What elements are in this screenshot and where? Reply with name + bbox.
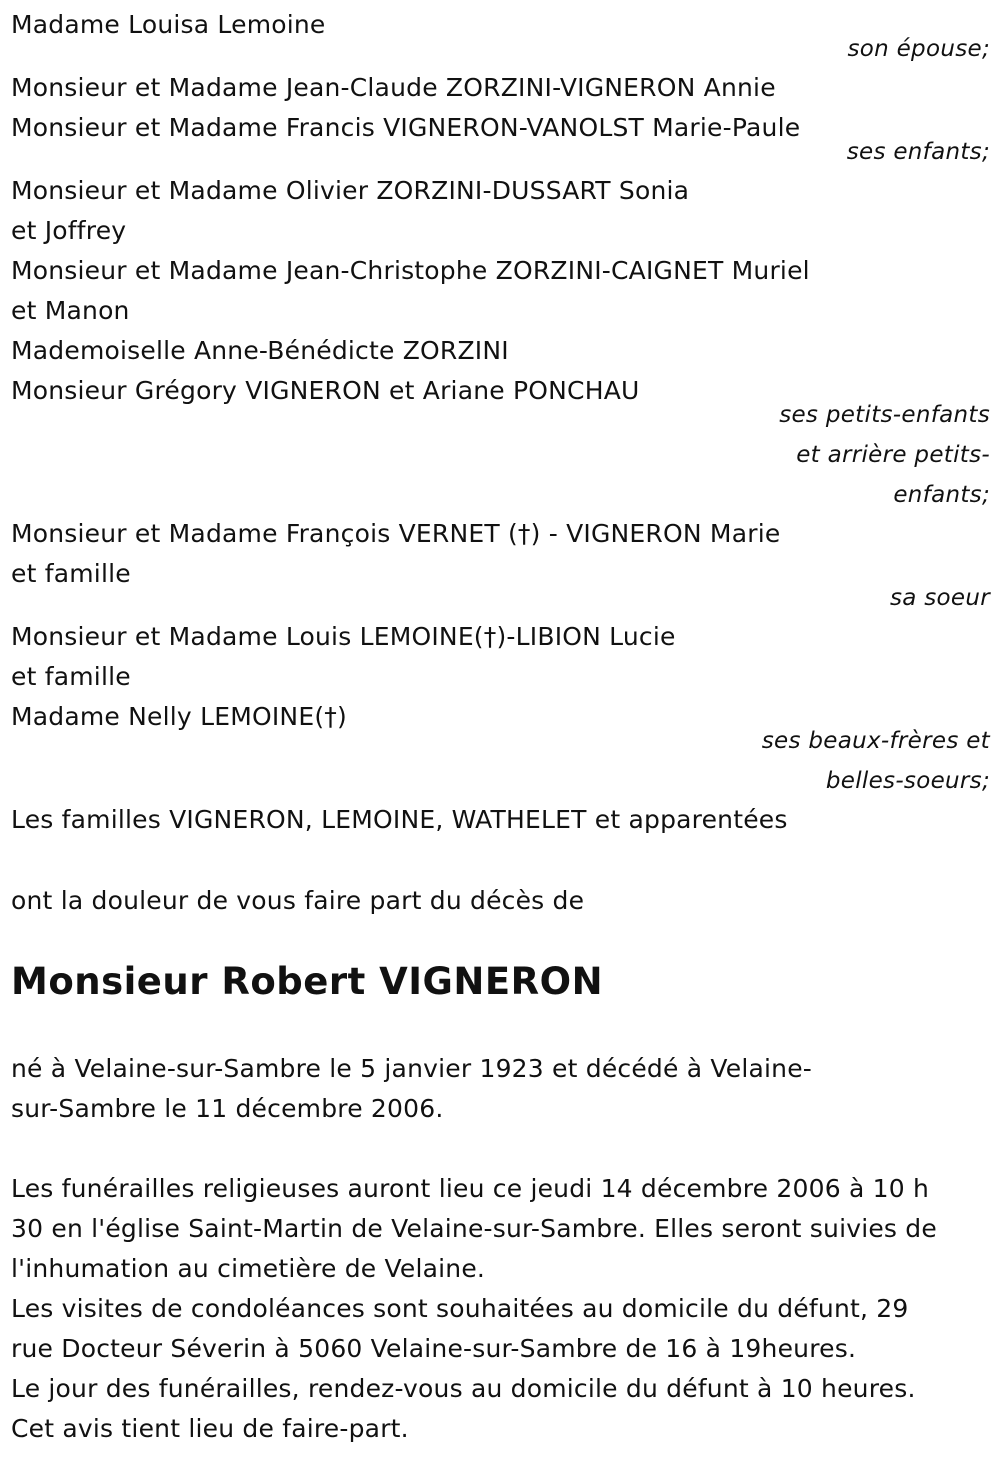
name-line: Mademoiselle Anne-Bénédicte ZORZINI <box>11 336 509 365</box>
relation-label: sa soeur <box>889 585 990 611</box>
relation-label: ses petits-enfants <box>779 402 990 428</box>
birth-death-line: né à Velaine-sur-Sambre le 5 janvier 1923 et décédé à Velaine- <box>11 1054 812 1083</box>
name-line: Monsieur et Madame François VERNET (†) - VIGNERON Marie <box>11 519 781 548</box>
relation-label: ses beaux-frères et <box>761 728 990 754</box>
name-line: Monsieur et Madame Francis VIGNERON-VANOLST Marie-Paule <box>11 113 801 142</box>
name-line: Monsieur et Madame Louis LEMOINE(†)-LIBION Lucie <box>11 622 676 651</box>
announcement-line: ont la douleur de vous faire part du décès de <box>11 886 585 915</box>
relation-label: son épouse; <box>847 36 990 62</box>
closing-note: Cet avis tient lieu de faire-part. <box>11 1414 409 1443</box>
name-line: Madame Nelly LEMOINE(†) <box>11 702 347 731</box>
name-line: Madame Louisa Lemoine <box>11 10 326 39</box>
name-line: et famille <box>11 559 131 588</box>
name-line: et Joffrey <box>11 216 127 245</box>
funeral-detail-line: 30 en l'église Saint-Martin de Velaine-sur-Sambre. Elles seront suivies de <box>11 1214 937 1243</box>
funeral-detail-line: l'inhumation au cimetière de Velaine. <box>11 1254 486 1283</box>
name-line: Monsieur et Madame Jean-Claude ZORZINI-VIGNERON Annie <box>11 73 776 102</box>
name-line: Monsieur Grégory VIGNERON et Ariane PONCHAU <box>11 376 640 405</box>
condolence-detail-line: Les visites de condoléances sont souhaitées au domicile du défunt, 29 <box>11 1294 909 1323</box>
condolence-detail-line: rue Docteur Séverin à 5060 Velaine-sur-Sambre de 16 à 19heures. <box>11 1334 857 1363</box>
deceased-name: Monsieur Robert VIGNERON <box>11 960 604 1003</box>
relation-label: ses enfants; <box>846 139 990 165</box>
name-line: Monsieur et Madame Jean-Christophe ZORZINI-CAIGNET Muriel <box>11 256 810 285</box>
funeral-detail-line: Les funérailles religieuses auront lieu ce jeudi 14 décembre 2006 à 10 h <box>11 1174 930 1203</box>
families-line: Les familles VIGNERON, LEMOINE, WATHELET et apparentées <box>11 805 788 834</box>
name-line: et famille <box>11 662 131 691</box>
meeting-detail-line: Le jour des funérailles, rendez-vous au domicile du défunt à 10 heures. <box>11 1374 916 1403</box>
relation-label: belles-soeurs; <box>825 768 990 794</box>
birth-death-line: sur-Sambre le 11 décembre 2006. <box>11 1094 444 1123</box>
name-line: et Manon <box>11 296 130 325</box>
name-line: Monsieur et Madame Olivier ZORZINI-DUSSART Sonia <box>11 176 690 205</box>
relation-label: et arrière petits- <box>796 442 990 468</box>
relation-label: enfants; <box>893 482 990 508</box>
